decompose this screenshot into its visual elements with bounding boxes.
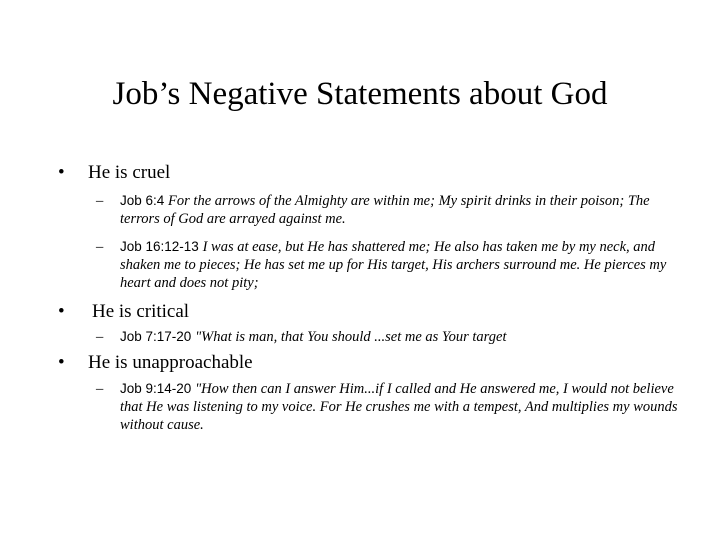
dash-icon: – — [96, 381, 104, 397]
sub-point-text — [120, 192, 690, 228]
bullet-icon: • — [58, 352, 65, 373]
sub-point-text — [120, 238, 690, 292]
scripture-reference: Job 7:17-20 — [120, 329, 196, 344]
dash-icon: – — [96, 329, 104, 345]
sub-point-text — [120, 328, 690, 346]
bullet-label: He is cruel — [88, 162, 171, 183]
sub-point-text — [120, 380, 690, 434]
bullet-label: He is unapproachable — [88, 352, 253, 373]
bullet-icon: • — [58, 301, 65, 322]
scripture-reference: Job 16:12-13 — [120, 239, 203, 254]
scripture-quote: "What is man, that You should ...set me as Your target — [195, 329, 507, 345]
scripture-reference: Job 6:4 — [120, 193, 169, 208]
bullet-icon: • — [58, 162, 65, 183]
scripture-quote: I was at ease, but He has shattered me; He also has taken me by my neck, and shaken me to pieces; He has set me up for His target, His archers surround me. He pierces my heart and does not pity; — [120, 239, 667, 291]
dash-icon: – — [96, 193, 104, 209]
scripture-quote: "How then can I answer Him...if I called and He answered me, I would not believe that He was listening to my voice. For He crushes me with a tempest, And multiplies my wounds without cause. — [120, 381, 678, 433]
scripture-quote: For the arrows of the Almighty are within me; My spirit drinks in their poison; The terrors of God are arrayed against me. — [120, 193, 650, 227]
slide-title: Job’s Negative Statements about God — [112, 76, 608, 112]
scripture-reference: Job 9:14-20 — [120, 381, 196, 396]
bullet-label: He is critical — [92, 301, 190, 322]
dash-icon: – — [96, 239, 104, 255]
